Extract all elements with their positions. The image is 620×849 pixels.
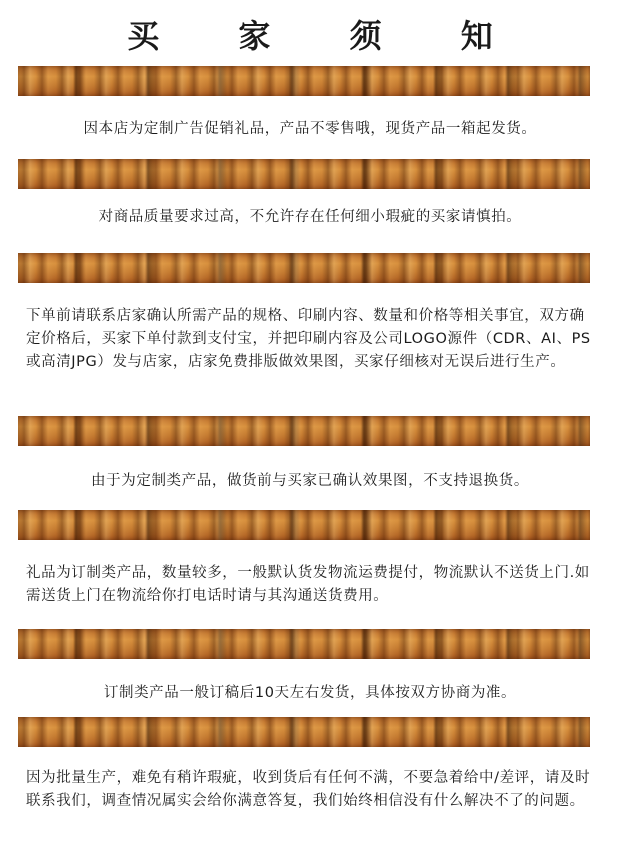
notice-text: 对商品质量要求过高，不允许存在任何细小瑕疵的买家请慎拍。 xyxy=(98,209,522,225)
notice-text: 因本店为定制广告促销礼品，产品不零售哦，现货产品一箱起发货。 xyxy=(83,121,537,137)
page-title: 买 家 须 知 xyxy=(127,17,527,55)
notice-text: 因为批量生产，难免有稍许瑕疵，收到货后有任何不满，不要急着给中/差评，请及时联系我们，调查情况属实会给你满意答复，我们始终相信没有什么解决不了的问题。 xyxy=(26,770,591,809)
notice-text: 由于为定制类产品，做货前与买家已确认效果图，不支持退换货。 xyxy=(91,473,529,489)
wood-divider xyxy=(18,159,590,189)
notice-text: 订制类产品一般订稿后10天左右发货，具体按双方协商为准。 xyxy=(103,685,517,701)
wood-divider xyxy=(18,253,590,283)
notice-text: 下单前请联系店家确认所需产品的规格、印刷内容、数量和价格等相关事宜，双方确定价格后，买家下单付款到支付宝，并把印刷内容及公司LOGO源件（CDR、AI、PS或高清JPG）发与店家，店家免费排版做效果图，买家仔细核对无误后进行生产。 xyxy=(26,308,591,370)
notice-text: 礼品为订制类产品，数量较多，一般默认货发物流运费提付，物流默认不送货上门.如需送货上门在物流给你打电话时请与其沟通送货费用。 xyxy=(26,565,590,604)
wood-divider xyxy=(18,717,590,747)
wood-divider xyxy=(18,416,590,446)
wood-divider xyxy=(18,510,590,540)
wood-divider xyxy=(18,629,590,659)
wood-divider xyxy=(18,66,590,96)
